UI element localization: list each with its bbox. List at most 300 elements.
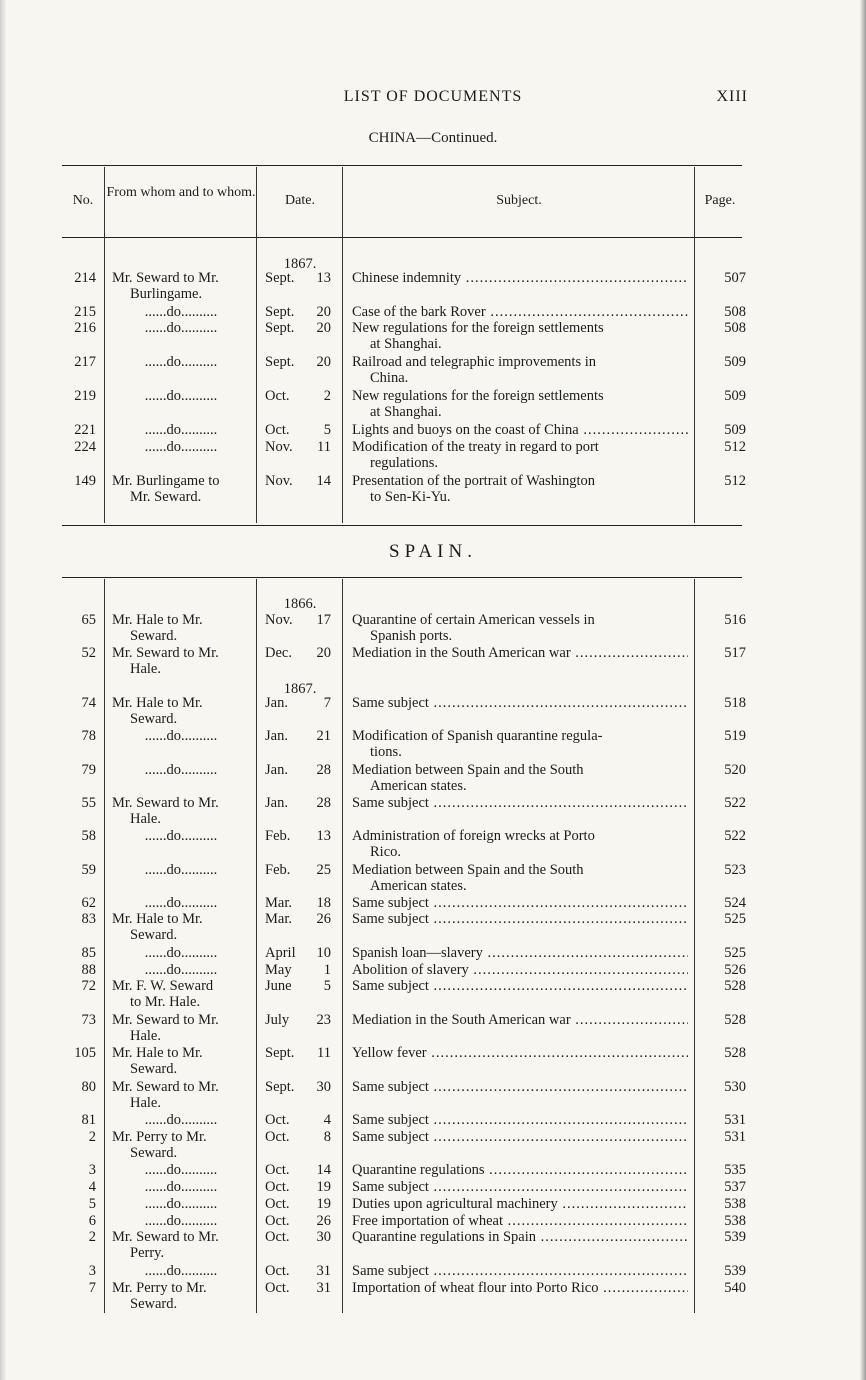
doc-number: 217 [74,354,96,370]
page-ref: 507 [724,270,746,286]
from-line: ......do.......... [144,962,218,978]
from-whom [112,321,250,337]
from-line: Mr. Seward. [130,488,202,505]
page-ref: 538 [724,1213,746,1229]
from-whom [112,474,250,505]
doc-number: 215 [74,304,96,320]
page-ref: 525 [724,911,746,927]
subject-line [352,729,688,745]
subject-line [352,1281,688,1297]
date-month: Oct. [265,388,290,404]
date-day: 2 [323,388,331,404]
subject-text: Spanish ports. [370,627,453,644]
subject-line [352,456,688,472]
from-line: Mr. Seward to Mr. [112,1229,219,1245]
from-line: Hale. [130,1027,161,1044]
subject-text: Same subject ..... [352,979,688,994]
from-line: ......do.......... [144,1196,218,1212]
date-month: July [265,1012,290,1028]
from-line: ......do.......... [144,1162,218,1178]
doc-number: 81 [81,1112,96,1128]
header-bottom-rule [62,237,742,238]
subject-text: Mediation between Spain and the South [352,763,584,778]
column-header-date: Date. [285,193,315,208]
subject [352,646,688,662]
from-line: Hale. [130,1094,161,1111]
doc-number: 214 [74,270,96,286]
date-day: 10 [316,945,331,961]
subject-line [352,405,688,421]
from-whom [112,1130,250,1161]
date-month: Nov. [265,439,293,455]
subject-text: Same subject ..... [352,1113,688,1128]
subject-text: American states. [370,777,467,794]
page-ref: 517 [724,645,746,661]
from-line: ......do.......... [144,828,218,844]
subject-line [352,1113,688,1129]
subject-line [352,1230,688,1246]
page-ref: 540 [724,1280,746,1296]
page-ref: 518 [724,695,746,711]
date [265,646,335,662]
subject [352,1197,688,1213]
from-whom [112,763,250,779]
subject [352,1163,688,1179]
subject-line [352,896,688,912]
subject-text: regulations. [370,454,439,471]
subject [352,1113,688,1129]
date [265,1013,335,1029]
column-divider [342,579,343,1313]
from-whom [112,1113,250,1129]
subject-text: Spanish loan—slavery ..... [352,946,688,961]
date-day: 31 [316,1280,331,1296]
from-line: Seward. [130,926,178,943]
from-whom [112,1230,250,1261]
subject-line [352,1214,688,1230]
subject-text: New regulations for the foreign settlements [352,389,604,404]
column-divider [104,579,105,1313]
from-whom [112,1264,250,1280]
doc-number: 55 [81,795,96,811]
date [265,763,335,779]
page-ref: 539 [724,1229,746,1245]
subject-line [352,321,688,337]
table-top-rule [62,165,742,166]
date-day: 20 [316,304,331,320]
doc-number: 73 [81,1012,96,1028]
year-label: 1867. [283,256,317,272]
date-day: 13 [316,828,331,844]
spain-top-rule [62,577,742,578]
column-header-no: No. [72,193,94,208]
subject [352,1130,688,1146]
section-title-spain: SPAIN. [389,541,477,562]
date-day: 28 [316,795,331,811]
from-line: Mr. Seward to Mr. [112,1079,219,1095]
from-whom [112,863,250,879]
subject-text: Same subject ..... [352,1180,688,1195]
date-day: 31 [316,1263,331,1279]
subject-text: to Sen-Ki-Yu. [370,488,451,505]
from-line: ......do.......... [144,1263,218,1279]
from-whom [112,646,250,677]
date-month: Dec. [265,645,292,661]
from-line: ......do.......... [144,304,218,320]
date-month: Nov. [265,612,293,628]
subject-line [352,1013,688,1029]
date-month: Sept. [265,320,295,336]
subject [352,1230,688,1246]
page-ref: 509 [724,388,746,404]
subject [352,440,688,471]
subject [352,271,688,287]
date [265,1080,335,1096]
subject-line [352,763,688,779]
date [265,1163,335,1179]
subject [352,1046,688,1062]
page-title: LIST OF DOCUMENTS [343,88,523,105]
doc-number: 58 [81,828,96,844]
date-day: 7 [323,695,331,711]
doc-number: 149 [74,473,96,489]
subject [352,946,688,962]
page-ref: 524 [724,895,746,911]
from-line: Seward. [130,1144,178,1161]
doc-number: 79 [81,762,96,778]
doc-number: 85 [81,945,96,961]
date-day: 5 [323,978,331,994]
date-day: 20 [316,354,331,370]
from-line: Mr. Seward to Mr. [112,795,219,811]
date [265,1214,335,1230]
date [265,305,335,321]
doc-number: 7 [88,1280,96,1296]
subject [352,796,688,812]
from-line: Mr. F. W. Seward [112,978,214,994]
subject-line [352,1080,688,1096]
subject [352,979,688,995]
date-day: 13 [316,270,331,286]
from-whom [112,423,250,439]
from-line: Mr. Hale to Mr. [112,911,203,927]
subject-line [352,796,688,812]
from-line: to Mr. Hale. [130,993,201,1010]
subject [352,829,688,860]
date-day: 19 [316,1179,331,1195]
page-ref: 512 [724,439,746,455]
page-ref: 508 [724,320,746,336]
date [265,271,335,287]
date-month: Feb. [265,828,291,844]
date-month: Jan. [265,795,288,811]
date [265,1197,335,1213]
page-ref: 526 [724,962,746,978]
date-day: 1 [323,962,331,978]
date [265,474,335,490]
date [265,1230,335,1246]
date-month: Jan. [265,695,288,711]
date-day: 26 [316,1213,331,1229]
from-line: ......do.......... [144,422,218,438]
subject-line [352,490,688,506]
subject-text: Same subject ..... [352,912,688,927]
column-divider [694,167,695,523]
page-ref: 528 [724,1045,746,1061]
section-title-china: CHINA—Continued. [368,130,498,146]
date-day: 28 [316,762,331,778]
from-whom [112,355,250,371]
date-month: Oct. [265,1229,290,1245]
date-day: 30 [316,1079,331,1095]
page-number: XIII [716,88,748,105]
subject-line [352,696,688,712]
year-label: 1866. [283,596,317,612]
date [265,796,335,812]
column-divider [694,579,695,1313]
subject [352,389,688,420]
subject [352,423,688,439]
subject-line [352,745,688,761]
from-whom [112,1046,250,1077]
subject [352,305,688,321]
from-whom [112,271,250,302]
from-line: Mr. Perry to Mr. [112,1129,207,1145]
date [265,613,335,629]
column-divider [104,167,105,523]
subject-text: Mediation between Spain and the South [352,863,584,878]
subject-line [352,305,688,321]
from-whom [112,613,250,644]
subject-text: Quarantine regulations in Spain ..... [352,1230,688,1245]
subject-line [352,912,688,928]
subject-line [352,613,688,629]
doc-number: 2 [88,1229,96,1245]
from-line: ......do.......... [144,862,218,878]
doc-number: 221 [74,422,96,438]
date-month: Sept. [265,1079,295,1095]
from-line: Seward. [130,1295,178,1312]
subject-text: Same subject ..... [352,796,688,811]
subject-text: Duties upon agricultural machinery ..... [352,1197,688,1212]
date [265,1046,335,1062]
page-ref: 539 [724,1263,746,1279]
from-line: ......do.......... [144,762,218,778]
doc-number: 219 [74,388,96,404]
page-ref: 520 [724,762,746,778]
date-month: Sept. [265,1045,295,1061]
from-line: ......do.......... [144,439,218,455]
subject-text: China. [370,369,409,386]
date [265,355,335,371]
date-month: Sept. [265,270,295,286]
doc-number: 4 [88,1179,96,1195]
from-line: ......do.......... [144,728,218,744]
date [265,1264,335,1280]
date-day: 30 [316,1229,331,1245]
subject [352,613,688,644]
from-line: Burlingame. [130,285,203,302]
subject-line [352,845,688,861]
date-day: 18 [316,895,331,911]
page-ref: 512 [724,473,746,489]
subject-text: Same subject ..... [352,896,688,911]
subject-line [352,863,688,879]
subject-text: Quarantine of certain American vessels in [352,613,595,628]
doc-number: 216 [74,320,96,336]
date [265,1130,335,1146]
subject-text: Same subject ..... [352,1264,688,1279]
date-day: 4 [323,1112,331,1128]
from-whom [112,912,250,943]
date [265,440,335,456]
from-whom [112,1281,250,1312]
doc-number: 62 [81,895,96,911]
date-month: Jan. [265,728,288,744]
date-month: Oct. [265,1196,290,1212]
from-whom [112,796,250,827]
subject-line [352,423,688,439]
subject [352,474,688,505]
from-line: Seward. [130,710,178,727]
subject-line [352,963,688,979]
subject [352,696,688,712]
subject-text: Same subject ..... [352,696,688,711]
subject-line [352,779,688,795]
date-month: June [265,978,292,994]
subject [352,1080,688,1096]
subject-text: Free importation of wheat ..... [352,1214,688,1229]
from-whom [112,729,250,745]
doc-number: 3 [88,1162,96,1178]
from-line: Mr. Hale to Mr. [112,1045,203,1061]
date [265,1113,335,1129]
subject-text: Administration of foreign wrecks at Porto [352,829,595,844]
date-day: 21 [316,728,331,744]
doc-number: 72 [81,978,96,994]
subject-line [352,1046,688,1062]
subject-line [352,440,688,456]
from-whom [112,829,250,845]
doc-number: 78 [81,728,96,744]
doc-number: 74 [81,695,96,711]
doc-number: 88 [81,962,96,978]
subject [352,321,688,352]
subject-text: at Shanghai. [370,403,442,420]
date-month: Nov. [265,473,293,489]
from-whom [112,440,250,456]
from-line: Hale. [130,660,161,677]
subject [352,1013,688,1029]
subject-text: Yellow fever ..... [352,1046,688,1061]
subject-line [352,646,688,662]
from-whom [112,1214,250,1230]
date-month: Sept. [265,354,295,370]
subject [352,912,688,928]
date-day: 25 [316,862,331,878]
subject-line [352,979,688,995]
from-line: Mr. Seward to Mr. [112,645,219,661]
date-month: April [265,945,296,961]
from-line: ......do.......... [144,388,218,404]
subject-text: Lights and buoys on the coast of China ..... [352,423,688,438]
from-line: Mr. Hale to Mr. [112,612,203,628]
page-ref: 519 [724,728,746,744]
subject [352,1214,688,1230]
subject-line [352,1180,688,1196]
subject-text: Modification of Spanish quarantine regula- [352,729,603,744]
page-edge-left [0,0,6,1380]
subject-text: Railroad and telegraphic improvements in [352,355,597,370]
subject [352,896,688,912]
subject-text: American states. [370,877,467,894]
date [265,729,335,745]
subject-text: Mediation in the South American war ..... [352,646,688,661]
date-day: 11 [317,439,331,455]
date-month: Oct. [265,422,290,438]
page-ref: 525 [724,945,746,961]
date-day: 26 [316,911,331,927]
from-line: ......do.......... [144,895,218,911]
from-line: Mr. Burlingame to [112,473,220,489]
page-ref: 531 [724,1129,746,1145]
from-whom [112,1163,250,1179]
from-whom [112,1080,250,1111]
subject-text: Abolition of slavery ..... [352,963,688,978]
doc-number: 52 [81,645,96,661]
page-ref: 528 [724,1012,746,1028]
subject-text: New regulations for the foreign settlements [352,321,604,336]
date-month: Oct. [265,1129,290,1145]
date-month: Sept. [265,304,295,320]
date [265,829,335,845]
page-ref: 531 [724,1112,746,1128]
page-ref: 523 [724,862,746,878]
page-ref: 528 [724,978,746,994]
subject-line [352,1197,688,1213]
subject-line [352,946,688,962]
china-bottom-rule [62,525,742,526]
subject-text: Presentation of the portrait of Washington [352,474,596,489]
from-line: ......do.......... [144,945,218,961]
date-day: 20 [316,645,331,661]
date [265,946,335,962]
from-line: Mr. Perry to Mr. [112,1280,207,1296]
subject-line [352,629,688,645]
date [265,963,335,979]
page-ref: 509 [724,354,746,370]
doc-number: 5 [88,1196,96,1212]
subject-line [352,1130,688,1146]
subject [352,1281,688,1297]
from-line: ......do.......... [144,1213,218,1229]
doc-number: 65 [81,612,96,628]
date-day: 11 [317,1045,331,1061]
date-month: Oct. [265,1213,290,1229]
subject-text: Chinese indemnity ..... [352,271,688,286]
from-whom [112,1013,250,1044]
subject [352,1264,688,1280]
subject-text: Modification of the treaty in regard to port [352,440,599,455]
from-line: Mr. Seward to Mr. [112,270,219,286]
date [265,321,335,337]
column-divider [256,167,257,523]
subject-line [352,355,688,371]
column-divider [256,579,257,1313]
doc-number: 224 [74,439,96,455]
page-ref: 530 [724,1079,746,1095]
from-line: Mr. Hale to Mr. [112,695,203,711]
